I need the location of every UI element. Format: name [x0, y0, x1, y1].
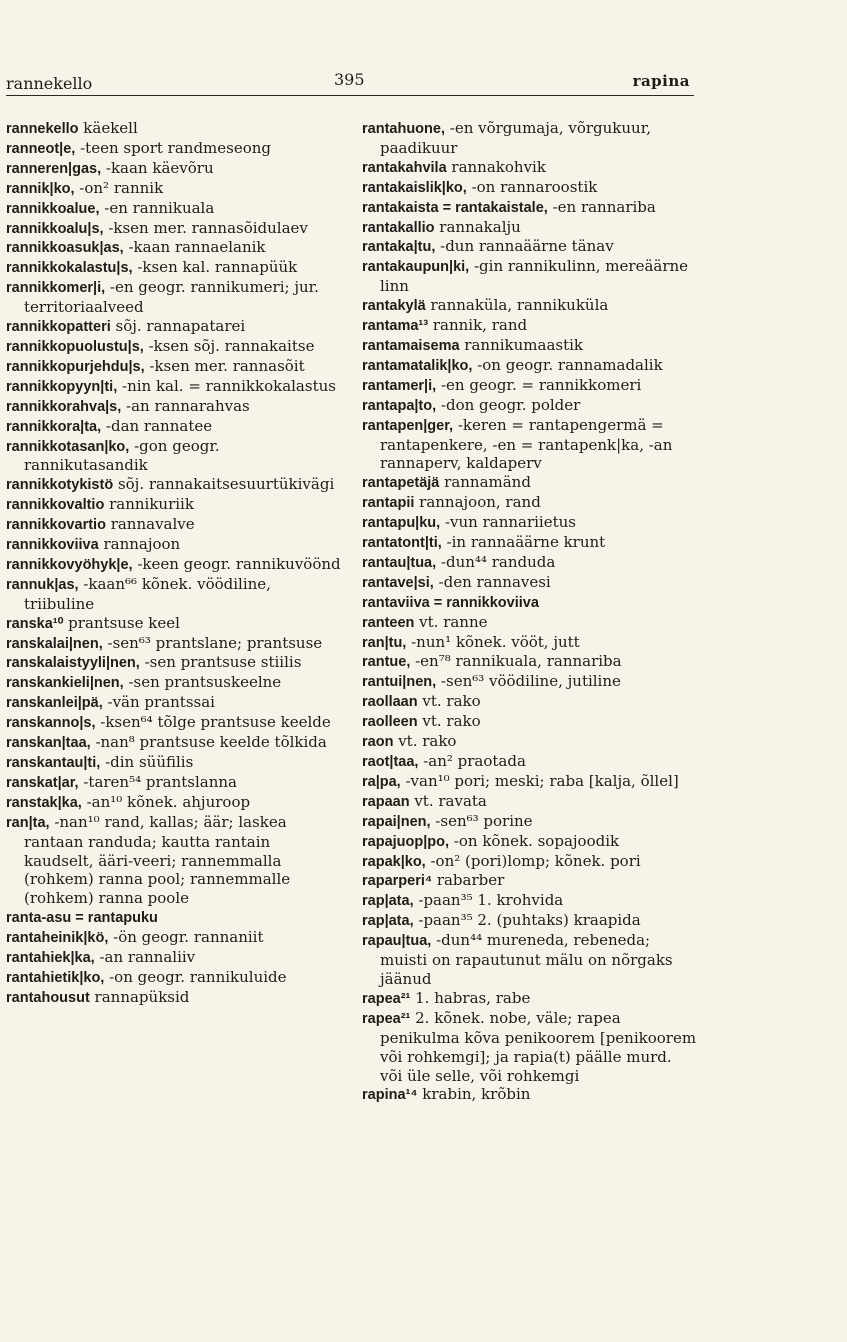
headword: rapea²¹ [362, 1010, 411, 1027]
definition: -gon geogr. rannikutasandik [24, 436, 220, 475]
headword: rantaka|tu, [362, 239, 436, 256]
headword: ranneren|gas, [6, 160, 102, 177]
definition: -sen prantsuse stiilis [139, 653, 302, 672]
headword: raparperi⁴ [362, 873, 433, 890]
definition: rannakohvik [446, 157, 546, 176]
header-rule [6, 95, 694, 96]
headword: rantamatalik|ko, [362, 357, 473, 374]
definition: -sen⁶³ porine [430, 811, 533, 830]
headword: rannikkopuolustu|s, [6, 338, 144, 355]
dictionary-entry [6, 773, 342, 793]
definition: -nun¹ kõnek. vööt, jutt [406, 632, 580, 651]
headword: rantapu|ku, [362, 515, 441, 532]
dictionary-entry [6, 693, 342, 713]
definition: vt. ranne [414, 612, 488, 631]
dictionary-entry [362, 891, 698, 911]
dictionary-entry [6, 535, 342, 555]
headword: rantama¹³ [362, 318, 429, 335]
definition: -ksen kal. rannapüük [132, 258, 298, 277]
running-head-right: rapina [632, 72, 690, 90]
headword: rantapetäjä [362, 475, 440, 492]
dictionary-entry [6, 928, 342, 948]
dictionary-entry [6, 753, 342, 773]
dictionary-entry [6, 437, 342, 476]
headword: rantapen|ger, [362, 417, 454, 434]
dictionary-entry [6, 258, 342, 278]
definition: -dun⁴⁴ mureneda, rebeneda; muisti on rapautunut mälu on nõrgaks jäänud [380, 931, 673, 988]
headword: ranskankieli|nen, [6, 675, 124, 692]
definition: -paan³⁵ 2. (puhtaks) kraapida [413, 911, 641, 930]
headword: rannikkomer|i, [6, 280, 106, 297]
headword: rannikkopyyn|ti, [6, 378, 118, 395]
definition: -kaan⁶⁶ kõnek. vöödiline, triibuline [24, 574, 271, 613]
definition: -an² praotada [418, 752, 526, 770]
left-column [6, 119, 342, 1008]
definition: -ksen sõj. rannakaitse [143, 336, 315, 355]
headword: rannikkopatteri [6, 319, 111, 336]
dictionary-entry [362, 852, 698, 872]
definition: -dun rannaäärne tänav [435, 237, 614, 256]
dictionary-entry [362, 1085, 698, 1105]
dictionary-entry [362, 178, 698, 198]
dictionary-entry [6, 948, 342, 968]
definition: -in rannaäärne krunt [441, 533, 606, 552]
definition: sõj. rannapatarei [110, 317, 246, 336]
definition: -en võrgumaja, võrgukuur, paadikuur [380, 119, 651, 157]
definition: -vän prantssai [102, 693, 215, 712]
definition: -den rannavesi [433, 572, 551, 591]
dictionary-entry [362, 553, 698, 573]
dictionary-entry [362, 336, 698, 356]
headword: rap|ata, [362, 913, 414, 930]
definition: rannikuriik [104, 495, 194, 514]
headword: rap|ata, [362, 893, 414, 910]
headword: rannikkoalu|s, [6, 220, 104, 237]
dictionary-entry [6, 555, 342, 575]
definition: -sen⁶³ prantslane; prantsuse [102, 633, 323, 652]
definition: -kaan rannaelanik [123, 238, 266, 257]
dictionary-entry [362, 493, 698, 513]
dictionary-entry [362, 198, 698, 218]
headword: rantaviiva = rannikkoviiva [362, 594, 539, 611]
headword: raon [362, 734, 394, 751]
headword: ran|tu, [362, 634, 407, 651]
headword: rantau|tua, [362, 554, 437, 571]
definition: 1. habras, rabe [410, 988, 531, 1007]
headword: rannikkotasan|ko, [6, 438, 130, 455]
dictionary-entry [362, 257, 698, 296]
definition: -en geogr. rannikumeri; jur. territoriaalveed [24, 278, 319, 317]
dictionary-entry [362, 593, 698, 613]
definition: vt. rako [393, 732, 457, 751]
headword: rantahiek|ka, [6, 950, 95, 967]
dictionary-entry [362, 218, 698, 238]
definition: -en⁷⁸ rannikuala, rannariba [410, 652, 622, 671]
dictionary-entry [362, 732, 698, 752]
page-header [6, 68, 690, 94]
definition: rannajoon, rand [414, 493, 541, 512]
dictionary-entry [6, 179, 342, 199]
dictionary-entry [6, 119, 342, 139]
dictionary-entry [362, 1009, 698, 1086]
dictionary-entry [362, 692, 698, 712]
headword: ranskan|taa, [6, 735, 91, 752]
definition: rannapüksid [89, 987, 190, 1006]
headword: rantakallio [362, 219, 435, 236]
page-number: 395 [334, 70, 365, 89]
definition: -an rannarahvas [121, 396, 250, 415]
definition: -nan¹⁰ rand, kallas; äär; laskea rantaan randuda; kautta rantain kaudselt, ääri-veeri; rannemmalla (rohkem) ranna pool; rannemmalle (rohkem) ranna poole [24, 812, 291, 908]
dictionary-entry [362, 752, 698, 772]
running-head-left: rannekello [6, 74, 93, 93]
definition: -keren = rantapengermä = rantapenkere, -en = rantapenk|ka, -an rannaperv, kaldaperv [380, 415, 673, 473]
definition: -ksen mer. rannasõidulaev [103, 218, 308, 237]
dictionary-entry [6, 199, 342, 219]
headword: ranneot|e, [6, 140, 76, 157]
headword: rannikkorahva|s, [6, 398, 122, 415]
headword: rantakahvila [362, 159, 447, 176]
definition: -nan⁸ prantsuse keelde tõlkida [90, 733, 327, 752]
headword: raot|taa, [362, 754, 419, 770]
definition: -on kõnek. sopajoodik [449, 831, 620, 850]
dictionary-entry [6, 614, 342, 634]
definition: rannikumaastik [459, 335, 584, 354]
headword: rantahousut [6, 989, 90, 1006]
dictionary-entry [362, 792, 698, 812]
dictionary-entry [362, 772, 698, 792]
definition: -nin kal. = rannikkokalastus [117, 376, 336, 395]
definition: rannajoon [98, 535, 181, 554]
headword: ranska¹⁰ [6, 615, 64, 632]
definition: -dan rannatee [101, 416, 213, 435]
dictionary-entry [6, 713, 342, 733]
headword: rapaan [362, 793, 410, 810]
dictionary-entry [6, 575, 342, 614]
dictionary-entry [6, 337, 342, 357]
headword: rantapii [362, 495, 415, 512]
headword: rannuk|as, [6, 576, 79, 593]
headword: rantakaupun|ki, [362, 259, 470, 276]
definition: rannik, rand [428, 316, 528, 335]
headword: rapak|ko, [362, 853, 426, 870]
dictionary-entry [362, 832, 698, 852]
definition: -on geogr. rannamadalik [472, 355, 663, 374]
headword: rantapa|to, [362, 397, 437, 414]
headword: rantaheinik|kö, [6, 930, 109, 947]
dictionary-entry [6, 357, 342, 377]
definition: -on geogr. rannikuluide [104, 967, 287, 986]
headword: rantue, [362, 654, 411, 671]
dictionary-entry [362, 376, 698, 396]
definition: -dun⁴⁴ randuda [436, 552, 556, 571]
dictionary-entry [362, 911, 698, 931]
headword: ranta-asu = rantapuku [6, 910, 158, 927]
headword: rannikkovaltio [6, 497, 105, 514]
dictionary-entry [362, 573, 698, 593]
definition: -gin rannikulinn, mereäärne linn [380, 257, 689, 296]
headword: ranskanno|s, [6, 715, 96, 732]
definition: -teen sport randmeseong [75, 138, 272, 157]
definition: -en geogr. = rannikkomeri [436, 375, 642, 394]
dictionary-entry [362, 356, 698, 376]
dictionary-entry [6, 634, 342, 654]
definition: vt. rako [417, 692, 481, 711]
dictionary-entry [6, 495, 342, 515]
headword: rannikkoalue, [6, 200, 100, 217]
headword: rannikkokalastu|s, [6, 260, 133, 277]
dictionary-entry [362, 416, 698, 474]
definition: -on rannaroostik [466, 177, 598, 196]
definition: -vun rannariietus [440, 513, 576, 532]
dictionary-entry [362, 158, 698, 178]
headword: rannikkotykistö [6, 477, 114, 494]
definition: rabarber [432, 871, 505, 890]
dictionary-entry [6, 139, 342, 159]
headword: rantakylä [362, 298, 426, 315]
headword: rannekello [6, 121, 79, 137]
headword: rannik|ko, [6, 180, 75, 197]
dictionary-entry [362, 396, 698, 416]
dictionary-entry [6, 673, 342, 693]
headword: rannikkovyöhyk|e, [6, 556, 133, 573]
definition: rannamänd [439, 473, 531, 492]
definition: krabin, krõbin [417, 1085, 531, 1104]
headword: ranskanlei|pä, [6, 695, 103, 712]
dictionary-entry [6, 988, 342, 1008]
definition: -en rannikuala [99, 198, 215, 217]
definition: -taren⁵⁴ prantslanna [78, 772, 237, 791]
dictionary-entry [362, 633, 698, 653]
dictionary-entry [362, 652, 698, 672]
definition: rannaküla, rannikuküla [425, 296, 609, 315]
definition: -on² rannik [74, 178, 164, 197]
headword: rannikkovartio [6, 517, 106, 534]
dictionary-entry [6, 417, 342, 437]
dictionary-entry [362, 296, 698, 316]
definition: -en rannariba [547, 197, 656, 216]
headword: raolleen [362, 714, 418, 731]
headword: rannikkora|ta, [6, 418, 102, 435]
headword: ranskalai|nen, [6, 635, 103, 652]
definition: vt. ravata [409, 791, 487, 810]
dictionary-entry [6, 238, 342, 258]
dictionary-entry [362, 473, 698, 493]
definition: 2. kõnek. nobe, väle; rapea penikulma kõva penikoorem [penikoorem või rohkemgi]; ja rapia(t) päälle murd. või üle selle, või rohkemgi [380, 1008, 697, 1085]
headword: rantamaisema [362, 337, 460, 354]
headword: ran|ta, [6, 814, 50, 831]
definition: sõj. rannakaitsesuurtükivägi [113, 475, 335, 494]
headword: ranskalaistyyli|nen, [6, 655, 140, 672]
dictionary-entry [362, 513, 698, 533]
definition: rannavalve [105, 515, 195, 534]
definition: -van¹⁰ pori; meski; raba [kalja, õllel] [400, 771, 679, 790]
dictionary-entry [6, 317, 342, 337]
headword: ranstak|ka, [6, 794, 82, 811]
headword: raollaan [362, 694, 418, 711]
dictionary-entry [362, 533, 698, 553]
headword: rapina¹⁴ [362, 1087, 418, 1104]
dictionary-entry [362, 812, 698, 832]
dictionary-entry [6, 397, 342, 417]
definition: -paan³⁵ 1. krohvida [413, 891, 564, 910]
headword: rantamer|i, [362, 377, 437, 394]
headword: rannikkopurjehdu|s, [6, 358, 145, 375]
dictionary-entry [362, 712, 698, 732]
definition: -sen prantsuskeelne [123, 673, 282, 692]
headword: rannikkoviiva [6, 537, 99, 554]
dictionary-entry [362, 931, 698, 989]
headword: rapajuop|po, [362, 833, 450, 850]
headword: rantui|nen, [362, 674, 437, 691]
dictionary-entry [6, 377, 342, 397]
headword: ra|pa, [362, 773, 401, 790]
definition: -ksen mer. rannasõit [144, 356, 305, 375]
headword: ranskantau|ti, [6, 755, 101, 771]
headword: ranteen [362, 614, 415, 631]
definition: vt. rako [417, 712, 481, 731]
headword: rantakaista = rantakaistale, [362, 199, 548, 216]
definition: rannakalju [434, 217, 521, 236]
dictionary-entry [6, 475, 342, 495]
definition: -kaan käevõru [101, 158, 214, 177]
definition: -on² (pori)lomp; kõnek. pori [425, 851, 641, 870]
definition: -ön geogr. rannaniit [108, 928, 264, 947]
dictionary-entry [6, 515, 342, 535]
headword: ranskat|ar, [6, 774, 79, 791]
dictionary-entry [6, 278, 342, 317]
definition: prantsuse keel [63, 613, 180, 632]
dictionary-entry [362, 613, 698, 633]
headword: rantave|si, [362, 574, 434, 591]
headword: rapea²¹ [362, 990, 411, 1007]
headword: rapau|tua, [362, 933, 432, 950]
dictionary-entry [362, 237, 698, 257]
dictionary-entry [362, 119, 698, 158]
headword: rapai|nen, [362, 813, 431, 830]
definition: -ksen⁶⁴ tõlge prantsuse keelde [95, 713, 331, 732]
dictionary-entry [362, 672, 698, 692]
dictionary-entry [6, 968, 342, 988]
dictionary-entry [6, 813, 342, 909]
dictionary-entry [6, 159, 342, 179]
right-column [362, 119, 698, 1105]
definition: käekell [78, 119, 138, 137]
dictionary-entry [6, 219, 342, 239]
definition: -din süüfilis [100, 753, 194, 771]
dictionary-entry [362, 871, 698, 891]
dictionary-entry [362, 989, 698, 1009]
definition: -keen geogr. rannikuvöönd [132, 554, 341, 573]
dictionary-entry [362, 316, 698, 336]
headword: rantakaislik|ko, [362, 179, 467, 196]
headword: rantatont|ti, [362, 535, 442, 552]
dictionary-entry [6, 653, 342, 673]
dictionary-entry [6, 908, 342, 928]
dictionary-entry [6, 793, 342, 813]
headword: rannikkoasuk|as, [6, 240, 124, 257]
dictionary-entry [6, 733, 342, 753]
definition: -don geogr. polder [436, 395, 581, 414]
headword: rantahuone, [362, 121, 445, 137]
headword: rantahietik|ko, [6, 969, 105, 986]
definition: -sen⁶³ vöödiline, jutiline [436, 672, 621, 691]
definition: -an rannaliiv [94, 948, 196, 967]
definition: -an¹⁰ kõnek. ahjuroop [81, 792, 251, 811]
